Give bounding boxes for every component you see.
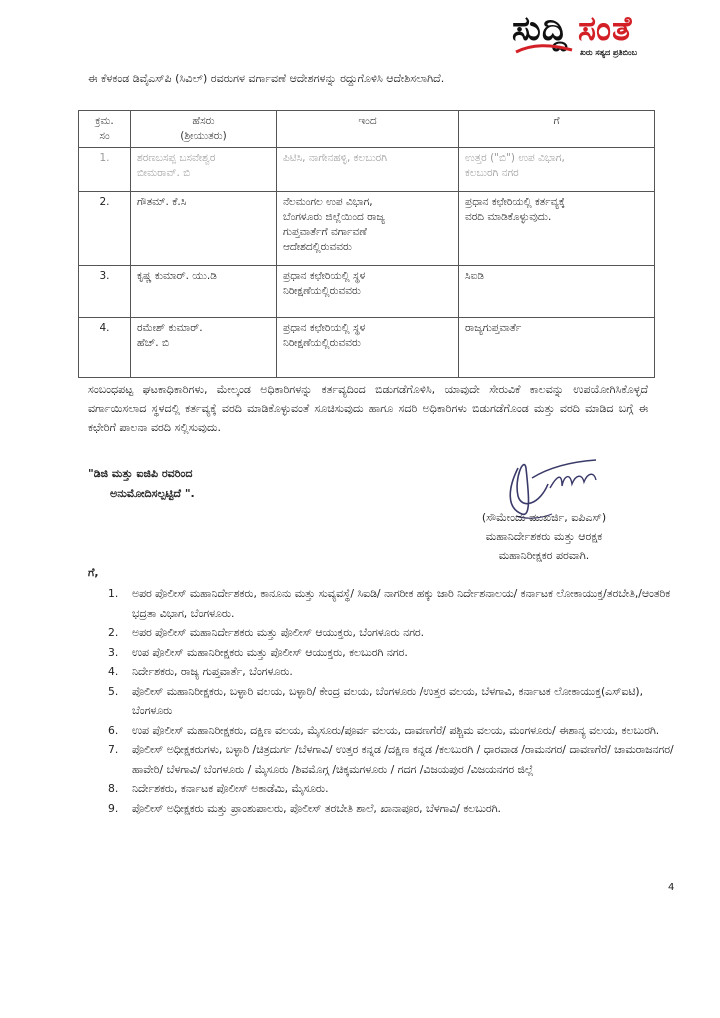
list-item: 6. ಉಪ ಪೊಲೀಸ್ ಮಹಾನಿರೀಕ್ಷಕರು, ದಕ್ಷಿಣ ವಲಯ, ಮೈಸೂರು/ಪೂರ್ವ ವಲಯ, ದಾವಣಗೆರೆ/ ಪಶ್ಚಿಮ ವಲಯ, ಮಂಗಳೂರು/ ಈಶಾನ್ಯ ವಲಯ, ಕಲಬುರಗಿ.: [108, 723, 660, 737]
cell-name: ರಮೇಶ್ ಕುಮಾರ್. ಹೆಚ್. ಬಿ: [131, 318, 277, 378]
cell-serial-no: 2.: [79, 192, 131, 266]
recipients-list: [108, 584, 678, 818]
cell-from: ನೆಲಮಂಗಲ ಉಪ ವಿಭಾಗ, ಬೆಂಗಳೂರು ಜಿಲ್ಲೆಯಿಂದ ರಾಜ್ಯ ಗುಪ್ತವಾರ್ತೆಗೆ ವರ್ಗಾವಣೆ ಆದೇಶದಲ್ಲಿರುವವರು: [277, 192, 459, 266]
header-name: ಹೆಸರು (ಶ್ರೀಯುತರು): [131, 111, 277, 148]
to-label: ಗೆ,: [88, 566, 99, 579]
table-row: [79, 192, 655, 266]
cell-to: ಪ್ರಧಾನ ಕಛೇರಿಯಲ್ಲಿ ಕರ್ತವ್ಯಕ್ಕೆ ವರದಿ ಮಾಡಿಕೊಳ್ಳುವುದು.: [459, 192, 655, 266]
table-row: [79, 318, 655, 378]
signatory-title: ಮಹಾನಿರ್ದೇಶಕರು ಮತ್ತು ಆರಕ್ಷಕ: [485, 530, 603, 543]
cell-to: ಸಿಐಡಿ: [459, 266, 655, 318]
header-from: ಇಂದ: [277, 111, 459, 148]
cell-from: ಪಿಟಿಸಿ, ನಾಗೇನಹಳ್ಳಿ, ಕಲಬುರಗಿ: [277, 148, 459, 192]
cell-to: ಉತ್ತರ ("ಬಿ") ಉಪ ವಿಭಾಗ, ಕಲಬುರಗಿ ನಗರ: [459, 148, 655, 192]
signatory-name: (ಸೌಮೇಂದು ಮುಖರ್ಜಿ, ಐಪಿಎಸ್): [481, 511, 607, 524]
logo-tagline: ಖರು ಸತ್ಯದ ಪ್ರತಿಬಿಂಬ: [580, 48, 637, 57]
table-row: [79, 148, 655, 192]
brand-logo: [512, 10, 712, 58]
list-item: 4. ನಿರ್ದೇಶಕರು, ರಾಜ್ಯ ಗುಪ್ತವಾರ್ತೆ, ಬೆಂಗಳೂರು.: [108, 665, 293, 678]
table-header-row: [79, 111, 655, 148]
list-item: 5. ಪೊಲೀಸ್ ಮಹಾನಿರೀಕ್ಷಕರು, ಬಳ್ಳಾರಿ ವಲಯ, ಬಳ್ಳಾರಿ/ ಕೇಂದ್ರ ವಲಯ, ಬೆಂಗಳೂರು /ಉತ್ತರ ವಲಯ, ಬೆಳಗಾವಿ, ಕರ್ನಾಟಕ ಲೋಕಾಯುಕ್ತ(ಎಸ್‌ಐಟಿ), ಬೆಂಗಳೂರು: [108, 684, 644, 717]
approval-note: "ಡಿಜಿ ಮತ್ತು ಐಜಿಪಿ ರವರಿಂದ ಅನುಮೋದಿಸಲ್ಪಟ್ಟಿದೆ ".: [88, 467, 195, 500]
cell-name: ಶರಣಬಸಪ್ಪ ಬಸವೇಶ್ವರ ಬೀಮರಾವ್. ಬಿ: [131, 148, 277, 192]
cell-to: ರಾಜ್ಯಗುಪ್ತವಾರ್ತೆ: [459, 318, 655, 378]
signatory-block: [434, 508, 654, 565]
intro-text: ಈ ಕೆಳಕಂಡ ಡಿವೈಎಸ್‌ಪಿ (ಸಿವಿಲ್) ರವರುಗಳ ವರ್ಗಾವಣೆ ಆದೇಶಗಳನ್ನು ರದ್ದುಗೊಳಿಸಿ ಆದೇಶಿಸಲಾಗಿದೆ.: [88, 72, 445, 85]
transfer-table: [78, 110, 655, 378]
cell-serial-no: 1.: [79, 148, 131, 192]
cell-name: ಗೌತಮ್. ಕೆ.ಸಿ: [131, 192, 277, 266]
list-item: 1. ಅಪರ ಪೊಲೀಸ್ ಮಹಾನಿರ್ದೇಶಕರು, ಕಾನೂನು ಮತ್ತು ಸುವ್ಯವಸ್ಥೆ/ ಸಿಐಡಿ/ ನಾಗರೀಕ ಹಕ್ಕು ಜಾರಿ ನಿರ್ದೇಶನಾಲಯ/ ಕರ್ನಾಟಕ ಲೋಕಾಯುಕ್ತ/ತರಬೇತಿ,/ಆಂತರಿಕ ಭದ್ರತಾ ವಿಭಾಗ, ಬೆಂಗಳೂರು.: [108, 587, 671, 620]
cell-serial-no: 3.: [79, 266, 131, 318]
cell-from: ಪ್ರಧಾನ ಕಛೇರಿಯಲ್ಲಿ ಸ್ಥಳ ನಿರೀಕ್ಷಣೆಯಲ್ಲಿರುವವರು: [277, 318, 459, 378]
header-serial-no: ಕ್ರಮ. ಸಂ: [79, 111, 131, 148]
cell-name: ಕೃಷ್ಣ ಕುಮಾರ್. ಯು.ಡಿ: [131, 266, 277, 318]
list-item: 8. ನಿರ್ದೇಶಕರು, ಕರ್ನಾಟಕ ಪೊಲೀಸ್ ಅಕಾಡೆಮಿ, ಮೈಸೂರು.: [108, 782, 329, 795]
header-to: ಗೆ: [459, 111, 655, 148]
instruction-paragraph: ಸಂಬಂಧಪಟ್ಟ ಘಟಕಾಧಿಕಾರಿಗಳು, ಮೇಲ್ಕಂಡ ಅಧಿಕಾರಿಗಳನ್ನು ಕರ್ತವ್ಯದಿಂದ ಬಿಡುಗಡೆಗೊಳಿಸಿ, ಯಾವುದೇ ಸೇರುವಿಕೆ ಕಾಲವನ್ನು ಉಪಯೋಗಿಸಿಕೊಳ್ಳದೆ ವರ್ಗಾಯಿಸಲಾದ ಸ್ಥಳದಲ್ಲಿ ಕರ್ತವ್ಯಕ್ಕೆ ವರದಿ ಮಾಡಿಕೊಳ್ಳುವಂತೆ ಸೂಚಿಸುವುದು ಹಾಗೂ ಸದರಿ ಅಧಿಕಾರಿಗಳು ಬಿಡುಗಡೆಗೊಂಡ ಮತ್ತು ವರದಿ ಮಾಡಿದ ಬಗ್ಗೆ ಈ ಕಛೇರಿಗೆ ಪಾಲನಾ ವರದಿ ಸಲ್ಲಿಸುವುದು.: [88, 383, 648, 434]
table-row: [79, 266, 655, 318]
list-item: 2. ಅಪರ ಪೊಲೀಸ್ ಮಹಾನಿರ್ದೇಶಕರು ಮತ್ತು ಪೊಲೀಸ್ ಆಯುಕ್ತರು, ಬೆಂಗಳೂರು ನಗರ.: [108, 626, 425, 639]
logo-word-1: ಸುದ್ದಿ: [512, 9, 568, 49]
signatory-title-2: ಮಹಾನಿರೀಕ್ಷಕರ ಪರವಾಗಿ.: [498, 549, 590, 562]
list-item: 7. ಪೊಲೀಸ್ ಅಧೀಕ್ಷಕರುಗಳು, ಬಳ್ಳಾರಿ /ಚಿತ್ರದುರ್ಗ /ಬೆಳಗಾವಿ/ ಉತ್ತರ ಕನ್ನಡ /ದಕ್ಷಿಣ ಕನ್ನಡ /ಕಲಬುರಗಿ / ಧಾರವಾಡ /ರಾಮನಗರ/ ದಾವಣಗೆರೆ/ ಚಾಮರಾಜನಗರ/ ಹಾವೇರಿ/ ಬೆಳಗಾವಿ/ ಬೆಂಗಳೂರು / ಮೈಸೂರು /ಶಿವಮೊಗ್ಗ /ಚಿಕ್ಕಮಗಳೂರು / ಗದಗ /ವಿಜಯಪುರ /ವಿಜಯನಗರ ಜಿಲ್ಲೆ: [108, 743, 674, 776]
page-number: 4: [668, 882, 675, 893]
logo-swoosh-icon: [514, 40, 574, 56]
cell-from: ಪ್ರಧಾನ ಕಛೇರಿಯಲ್ಲಿ ಸ್ಥಳ ನಿರೀಕ್ಷಣೆಯಲ್ಲಿರುವವರು: [277, 266, 459, 318]
logo-word-2: ಸಂತೆ: [577, 9, 633, 49]
list-item: 9. ಪೊಲೀಸ್ ಅಧೀಕ್ಷಕರು ಮತ್ತು ಪ್ರಾಂಶುಪಾಲರು, ಪೊಲೀಸ್ ತರಬೇತಿ ಶಾಲೆ, ಖಾನಾಪೂರ, ಬೆಳಗಾವಿ/ ಕಲಬುರಗಿ.: [108, 801, 501, 815]
list-item: 3. ಉಪ ಪೊಲೀಸ್ ಮಹಾನಿರೀಕ್ಷಕರು ಮತ್ತು ಪೊಲೀಸ್ ಆಯುಕ್ತರು, ಕಲಬುರಗಿ ನಗರ.: [108, 645, 408, 659]
cell-serial-no: 4.: [79, 318, 131, 378]
